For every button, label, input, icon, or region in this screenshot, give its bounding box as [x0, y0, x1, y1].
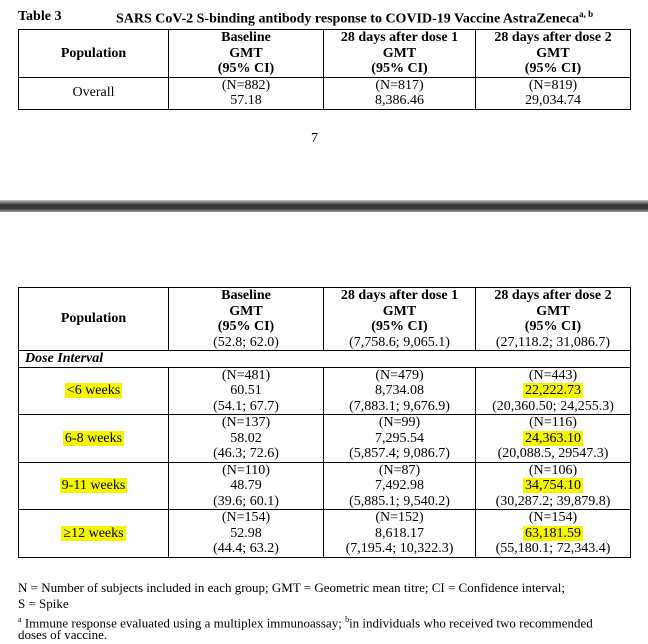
cell-ci: (20,360.50; 24,255.3): [492, 398, 614, 414]
column-title: 28 days after dose 1: [340, 30, 459, 45]
cell-ci: (54.1; 67.7): [213, 398, 279, 414]
cell-value: 52.98: [230, 525, 262, 541]
section-row: [19, 351, 631, 368]
footnote-spike: S = Spike: [18, 596, 69, 611]
table-header-row: [19, 30, 631, 78]
table-overall: [18, 29, 631, 110]
cell-value: 48.79: [230, 478, 262, 493]
row-label: [19, 510, 169, 558]
cell-value: 7,492.98: [375, 478, 424, 493]
column-title: 28 days after dose 2: [494, 288, 612, 303]
cell-n: (N=154): [528, 510, 578, 525]
cell-ci: (5,857.4; 9,086.7): [349, 446, 450, 461]
cell-value: 8,386.46: [375, 93, 424, 108]
column-gmt: GMT: [382, 45, 417, 61]
column-overall-ci: (52.8; 62.0): [213, 334, 279, 350]
column-title: 28 days after dose 1: [340, 288, 459, 303]
page-top: [0, 0, 648, 195]
table-cell: [476, 77, 631, 109]
page-divider: [0, 200, 648, 212]
column-gmt: GMT: [229, 45, 263, 61]
column-ci: (95% CI): [524, 319, 582, 334]
cell-n: (N=882): [221, 77, 271, 93]
table-caption: [18, 9, 630, 27]
column-header-baseline: [169, 30, 324, 78]
column-ci: (95% CI): [217, 61, 275, 76]
cell-n: (N=152): [375, 510, 424, 525]
population-header: Population: [19, 288, 169, 351]
column-gmt: GMT: [536, 303, 570, 319]
row-label-highlight: 6-8 weeks: [64, 430, 123, 446]
row-label: Overall: [19, 77, 169, 109]
cell-ci: (46.3; 72.6): [213, 446, 279, 461]
table-cell: [169, 367, 324, 415]
cell-value: 57.18: [230, 93, 262, 108]
footnote-marker-a: a: [18, 615, 22, 624]
cell-n: (N=443): [528, 367, 578, 383]
column-gmt: GMT: [382, 303, 417, 319]
cell-n: (N=116): [529, 415, 577, 430]
row-label-highlight: 9-11 weeks: [61, 478, 126, 493]
row-label: [19, 462, 169, 510]
cell-ci: (39.6; 60.1): [213, 493, 279, 509]
column-overall-ci: (27,118.2; 31,086.7): [495, 334, 611, 350]
column-header-dose1: [324, 30, 476, 78]
cell-value: 8,734.08: [375, 383, 424, 398]
table-cell: [476, 415, 631, 463]
cell-value: 60.51: [230, 383, 262, 398]
table-dose-interval: [18, 287, 631, 558]
cell-ci: (44.4; 63.2): [213, 541, 279, 556]
cell-ci: (30,287.2; 39,879.8): [495, 493, 611, 509]
cell-value: 7,295.54: [375, 430, 424, 446]
cell-n: (N=87): [378, 462, 421, 478]
column-gmt: GMT: [229, 303, 263, 319]
table-cell: [476, 510, 631, 558]
table-number: Table 3: [18, 9, 62, 24]
cell-value-highlight: 24,363.10: [525, 430, 581, 446]
cell-n: (N=154): [221, 510, 271, 525]
cell-n: (N=817): [375, 77, 424, 93]
table-row: [19, 462, 631, 510]
column-title: 28 days after dose 2: [494, 30, 612, 45]
cell-value: 8,618.17: [375, 525, 424, 541]
table-header-row: [19, 288, 631, 351]
table-cell: [476, 367, 631, 415]
row-label: [19, 415, 169, 463]
section-label: Dose Interval: [19, 351, 631, 368]
table-cell: [169, 415, 324, 463]
column-header-dose1: [324, 288, 476, 351]
table-title-text: SARS CoV-2 S-binding antibody response to COVID-19 Vaccine AstraZeneca: [116, 11, 580, 27]
row-label-highlight: ≥12 weeks: [63, 525, 124, 541]
footnote-abbreviations: N = Number of subjects included in each group; GMT = Geometric mean titre; CI = Confidence interval;: [18, 580, 566, 595]
cell-n: (N=106): [528, 462, 578, 478]
column-ci: (95% CI): [371, 61, 428, 76]
cell-ci: (20,088.5, 29547.3): [497, 446, 609, 461]
page-number: 7: [311, 131, 318, 146]
cell-n: (N=110): [222, 462, 270, 478]
footnote-text-a: Immune response evaluated using a multiplex immunoassay;: [21, 615, 346, 631]
cell-ci: (55,180.1; 72,343.4): [495, 541, 611, 556]
cell-n: (N=481): [221, 367, 271, 383]
cell-value-highlight: 34,754.10: [525, 478, 581, 493]
table-cell: [476, 462, 631, 510]
cell-n: (N=479): [375, 367, 424, 383]
table-cell: [169, 510, 324, 558]
column-header-dose2: [476, 288, 631, 351]
cell-value-highlight: 63,181.59: [525, 525, 581, 541]
footnote-text-b: in individuals who received two recommended: [349, 615, 593, 631]
cell-value: 58.02: [230, 430, 262, 446]
table-row: [19, 415, 631, 463]
table-title-superscript: a, b: [579, 9, 594, 19]
footnote-doses: doses of vaccine.: [18, 627, 108, 642]
column-title: Baseline: [221, 288, 271, 303]
table-row: [19, 510, 631, 558]
table-title: [116, 9, 593, 28]
table-cell: [324, 415, 476, 463]
column-ci: (95% CI): [371, 319, 428, 334]
table-cell: [169, 462, 324, 510]
table-cell: [324, 510, 476, 558]
column-ci: (95% CI): [524, 61, 582, 76]
population-header: Population: [19, 30, 169, 78]
column-header-dose2: [476, 30, 631, 78]
column-overall-ci: (7,758.6; 9,065.1): [349, 334, 450, 350]
column-ci: (95% CI): [217, 319, 275, 334]
cell-ci: (7,883.1; 9,676.9): [349, 398, 450, 414]
table-cell: [169, 77, 324, 109]
cell-n: (N=819): [528, 77, 578, 93]
cell-ci: (7,195.4; 10,322.3): [345, 541, 454, 556]
cell-n: (N=137): [221, 415, 271, 430]
row-label-highlight: <6 weeks: [66, 383, 121, 398]
footnote-marker-b: b: [345, 615, 350, 624]
column-title: Baseline: [221, 30, 271, 45]
cell-ci: (5,885.1; 9,540.2): [349, 493, 450, 509]
cell-value: 29,034.74: [525, 93, 581, 108]
column-gmt: GMT: [536, 45, 570, 61]
table-row: [19, 77, 631, 109]
row-label: [19, 367, 169, 415]
table-cell: [324, 77, 476, 109]
table-cell: [324, 367, 476, 415]
table-row: [19, 367, 631, 415]
cell-n: (N=99): [378, 415, 421, 430]
cell-value-highlight: 22,222.73: [525, 383, 581, 398]
column-header-baseline: [169, 288, 324, 351]
table-cell: [324, 462, 476, 510]
